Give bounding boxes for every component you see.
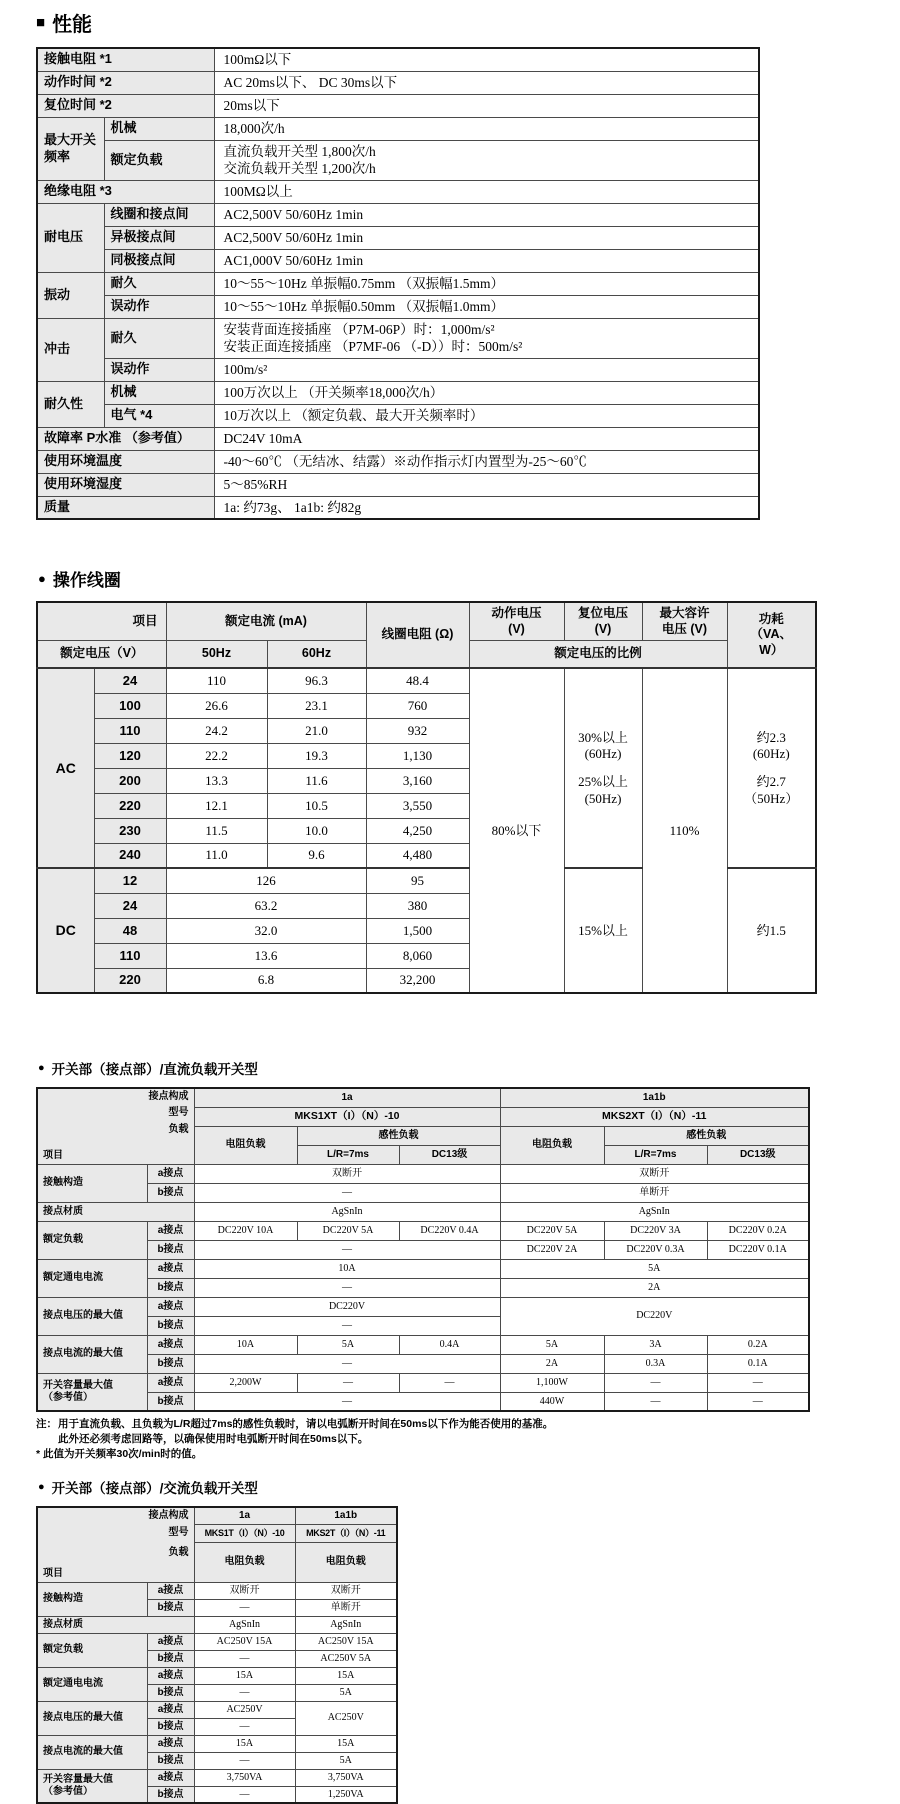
cell-value bbox=[727, 668, 816, 868]
cell-value: 1a: 约73g、 1a1b: 约82g bbox=[214, 496, 759, 519]
label-line: （参考值） bbox=[43, 1786, 93, 1798]
row-sublabel: 耐久 bbox=[104, 272, 214, 295]
group-label-dc: DC bbox=[37, 868, 94, 993]
cell-value: DC220V 0.3A bbox=[604, 1240, 707, 1259]
row-sublabel: a接点 bbox=[147, 1164, 194, 1183]
cell-value: 80%以下 bbox=[469, 668, 564, 993]
cell-value: — bbox=[604, 1392, 707, 1411]
cell-value: DC220V 3A bbox=[604, 1221, 707, 1240]
cell-value: 3,750VA bbox=[295, 1769, 397, 1786]
corner-label: 项目 bbox=[43, 1567, 63, 1579]
header-line: 动作电压 bbox=[491, 605, 542, 620]
cell-value: 15%以上 bbox=[564, 868, 642, 993]
cell-value: DC220V 0.2A bbox=[707, 1221, 809, 1240]
cell-value: 1,500 bbox=[366, 918, 469, 943]
corner-label: 负载 bbox=[168, 1547, 189, 1559]
table-note: * 此值为开关频率30次/min时的值。 bbox=[36, 1447, 203, 1460]
row-sublabel: 异极接点间 bbox=[104, 226, 214, 249]
cell-value: 19.3 bbox=[267, 743, 366, 768]
row-sublabel: a接点 bbox=[147, 1633, 194, 1650]
section-title-text: 性能 bbox=[52, 14, 93, 36]
cell-value: 10A bbox=[194, 1335, 297, 1354]
header-line: 电压 (V) bbox=[661, 621, 708, 636]
row-label: 接触构造 bbox=[37, 1582, 147, 1616]
voltage-cell: 110 bbox=[94, 943, 166, 968]
cell-value: 5～85%RH bbox=[214, 473, 759, 496]
cell-value: — bbox=[194, 1786, 295, 1803]
cell-value: 10.5 bbox=[267, 793, 366, 818]
row-sublabel: a接点 bbox=[147, 1297, 194, 1316]
row-sublabel: b接点 bbox=[147, 1392, 194, 1411]
cell-value: 95 bbox=[366, 868, 469, 893]
col-header bbox=[727, 602, 816, 668]
col-header: 1a1b bbox=[295, 1507, 397, 1524]
cell-value: AC 20ms以下、 DC 30ms以下 bbox=[214, 71, 759, 94]
cell-value: 15A bbox=[194, 1667, 295, 1684]
cell-value: 3A bbox=[604, 1335, 707, 1354]
cell-value: 15A bbox=[295, 1735, 397, 1752]
voltage-cell: 220 bbox=[94, 968, 166, 993]
cell-value: 2A bbox=[500, 1354, 604, 1373]
value-line: 25%以上 bbox=[578, 774, 628, 790]
row-sublabel: 线圈和接点间 bbox=[104, 203, 214, 226]
col-header: 电阻负载 bbox=[295, 1542, 397, 1582]
row-sublabel: 同极接点间 bbox=[104, 249, 214, 272]
value-line: 安装正面连接插座 （P7MF-06 （-D））时：500m/s² bbox=[223, 339, 523, 355]
voltage-cell: 24 bbox=[94, 668, 166, 693]
cell-value: 2,200W bbox=[194, 1373, 297, 1392]
cell-value: 100万次以上 （开关频率18,000次/h） bbox=[214, 381, 759, 404]
row-label: 质量 bbox=[37, 496, 214, 519]
cell-value: 21.0 bbox=[267, 718, 366, 743]
section-title-text: 操作线圈 bbox=[52, 571, 121, 591]
voltage-cell: 48 bbox=[94, 918, 166, 943]
voltage-cell: 12 bbox=[94, 868, 166, 893]
row-sublabel: b接点 bbox=[147, 1316, 194, 1335]
row-sublabel: b接点 bbox=[147, 1599, 194, 1616]
cell-value: 5A bbox=[297, 1335, 399, 1354]
row-sublabel: b接点 bbox=[147, 1650, 194, 1667]
row-sublabel: 机械 bbox=[104, 117, 214, 140]
row-sublabel: 耐久 bbox=[104, 318, 214, 358]
cell-value: 96.3 bbox=[267, 668, 366, 693]
cell-value: -40～60℃ （无结冰、结露）※动作指示灯内置型为-25～60℃ bbox=[214, 450, 759, 473]
cell-value: 双断开 bbox=[194, 1582, 295, 1599]
col-header: 1a bbox=[194, 1088, 500, 1107]
square-marker-icon: ■ bbox=[36, 14, 46, 31]
corner-label: 项目 bbox=[43, 1149, 63, 1161]
row-sublabel: a接点 bbox=[147, 1735, 194, 1752]
corner-label: 型号 bbox=[168, 1527, 189, 1539]
cell-value: 1,130 bbox=[366, 743, 469, 768]
cell-value: AC1,000V 50/60Hz 1min bbox=[214, 249, 759, 272]
cell-value: — bbox=[604, 1373, 707, 1392]
header-line: （VA、 bbox=[750, 627, 792, 642]
cell-value: 3,550 bbox=[366, 793, 469, 818]
cell-value: — bbox=[194, 1392, 500, 1411]
row-sublabel: b接点 bbox=[147, 1718, 194, 1735]
cell-value: 32,200 bbox=[366, 968, 469, 993]
corner-cell bbox=[37, 1507, 194, 1582]
cell-value: — bbox=[194, 1240, 500, 1259]
row-sublabel: 误动作 bbox=[104, 358, 214, 381]
cell-value: 8,060 bbox=[366, 943, 469, 968]
cell-value: 10A bbox=[194, 1259, 500, 1278]
cell-value: 约1.5 bbox=[727, 868, 816, 993]
row-label: 使用环境温度 bbox=[37, 450, 214, 473]
cell-value: 48.4 bbox=[366, 668, 469, 693]
cell-value: AgSnIn bbox=[295, 1616, 397, 1633]
cell-value: 双断开 bbox=[194, 1164, 500, 1183]
col-header: 1a bbox=[194, 1507, 295, 1524]
row-label: 故障率 P水准 （参考值） bbox=[37, 427, 214, 450]
value-line: 直流负载开关型 1,800次/h bbox=[223, 143, 376, 159]
section-title-ac-switch bbox=[38, 1477, 900, 1497]
cell-value: 126 bbox=[166, 868, 366, 893]
cell-value bbox=[564, 668, 642, 868]
cell-value: 0.4A bbox=[399, 1335, 500, 1354]
section-title-text: 开关部（接点部）/交流负载开关型 bbox=[51, 1481, 258, 1497]
header-line: (V) bbox=[508, 621, 525, 636]
cell-value: 3,160 bbox=[366, 768, 469, 793]
row-sublabel: b接点 bbox=[147, 1183, 194, 1202]
row-label: 接点材质 bbox=[37, 1616, 194, 1633]
col-header bbox=[564, 602, 642, 640]
row-sublabel: b接点 bbox=[147, 1354, 194, 1373]
row-sublabel: b接点 bbox=[147, 1240, 194, 1259]
cell-value: 11.6 bbox=[267, 768, 366, 793]
row-sublabel: 误动作 bbox=[104, 295, 214, 318]
row-sublabel: b接点 bbox=[147, 1752, 194, 1769]
cell-value: 0.2A bbox=[707, 1335, 809, 1354]
cell-value: 1,250VA bbox=[295, 1786, 397, 1803]
label-line: 开关容量最大值 bbox=[43, 1774, 113, 1786]
cell-value: AC2,500V 50/60Hz 1min bbox=[214, 226, 759, 249]
col-header: 电阻负载 bbox=[194, 1126, 297, 1164]
coil-table bbox=[36, 601, 817, 994]
cell-value: 3,750VA bbox=[194, 1769, 295, 1786]
row-label: 绝缘电阻 *3 bbox=[37, 180, 214, 203]
voltage-cell: 110 bbox=[94, 718, 166, 743]
cell-value: 0.1A bbox=[707, 1354, 809, 1373]
performance-table bbox=[36, 47, 760, 520]
row-label: 接点电流的最大值 bbox=[37, 1335, 147, 1373]
cell-value: 18,000次/h bbox=[214, 117, 759, 140]
col-header: 额定电流 (mA) bbox=[166, 602, 366, 640]
model-number: MKS1XT（I）（N）-10 bbox=[194, 1107, 500, 1126]
group-label: 最大开关频率 bbox=[37, 117, 104, 180]
value-line: (60Hz) bbox=[752, 746, 790, 762]
group-label: 耐电压 bbox=[37, 203, 104, 272]
row-label: 接点电压的最大值 bbox=[37, 1701, 147, 1735]
cell-value: AC250V 15A bbox=[194, 1633, 295, 1650]
label-line: （参考值） bbox=[43, 1392, 93, 1404]
col-header: 线圈电阻 (Ω) bbox=[366, 602, 469, 668]
cell-value: — bbox=[194, 1650, 295, 1667]
row-sublabel: a接点 bbox=[147, 1667, 194, 1684]
cell-value: — bbox=[399, 1373, 500, 1392]
row-label: 额定通电电流 bbox=[37, 1259, 147, 1297]
cell-value: 12.1 bbox=[166, 793, 267, 818]
voltage-cell: 100 bbox=[94, 693, 166, 718]
row-sublabel: b接点 bbox=[147, 1684, 194, 1701]
cell-value: AC250V 5A bbox=[295, 1650, 397, 1667]
cell-value: 5A bbox=[295, 1752, 397, 1769]
row-sublabel: b接点 bbox=[147, 1278, 194, 1297]
voltage-cell: 220 bbox=[94, 793, 166, 818]
cell-value: DC220V 5A bbox=[500, 1221, 604, 1240]
header-line: (V) bbox=[594, 621, 612, 636]
cell-value: 4,250 bbox=[366, 818, 469, 843]
note-text: 用于直流负载、且负载为L/R超过7ms的感性负载时，请以电弧断开时间在50ms以下作为能否使用的基准。 bbox=[58, 1418, 554, 1431]
cell-value: 2A bbox=[500, 1278, 809, 1297]
row-label: 动作时间 *2 bbox=[37, 71, 214, 94]
cell-value: — bbox=[194, 1354, 500, 1373]
cell-value: 1,100W bbox=[500, 1373, 604, 1392]
row-label: 接点电压的最大值 bbox=[37, 1297, 147, 1335]
value-line: 30%以上 bbox=[578, 729, 628, 745]
corner-label: 接点构成 bbox=[148, 1091, 189, 1103]
row-sublabel: a接点 bbox=[147, 1582, 194, 1599]
corner-cell bbox=[37, 1088, 194, 1164]
table-note: 此外还必须考虑回路等，以确保使用时电弧断开时间在50ms以下。 bbox=[58, 1432, 369, 1445]
header-line: 复位电压 bbox=[577, 605, 628, 620]
row-sublabel: a接点 bbox=[147, 1769, 194, 1786]
col-header: L/R=7ms bbox=[297, 1145, 399, 1164]
corner-label: 负载 bbox=[168, 1124, 189, 1136]
cell-value: 5A bbox=[295, 1684, 397, 1701]
cell-value: 760 bbox=[366, 693, 469, 718]
cell-value: 110 bbox=[166, 668, 267, 693]
cell-value: 20ms以下 bbox=[214, 94, 759, 117]
cell-value: 15A bbox=[295, 1667, 397, 1684]
header-line: 最大容许 bbox=[659, 605, 710, 620]
cell-value: 100mΩ以下 bbox=[214, 48, 759, 71]
cell-value: DC24V 10mA bbox=[214, 427, 759, 450]
cell-value: AC2,500V 50/60Hz 1min bbox=[214, 203, 759, 226]
cell-value: AgSnIn bbox=[194, 1616, 295, 1633]
row-label: 接触构造 bbox=[37, 1164, 147, 1202]
col-header: 电阻负载 bbox=[500, 1126, 604, 1164]
cell-value: AC250V 15A bbox=[295, 1633, 397, 1650]
cell-value: — bbox=[297, 1373, 399, 1392]
model-number: MKS2T（I）（N）-11 bbox=[295, 1524, 397, 1542]
row-label bbox=[37, 1769, 147, 1803]
table-note bbox=[36, 1417, 716, 1432]
row-label: 额定负载 bbox=[37, 1221, 147, 1259]
voltage-cell: 240 bbox=[94, 843, 166, 868]
value-line: 约2.3 bbox=[756, 729, 786, 745]
cell-value: 13.3 bbox=[166, 768, 267, 793]
group-label: 耐久性 bbox=[37, 381, 104, 427]
cell-value: 10万次以上 （额定负载、最大开关频率时） bbox=[214, 404, 759, 427]
cell-value: 0.3A bbox=[604, 1354, 707, 1373]
circle-marker-icon: ● bbox=[38, 1061, 45, 1074]
row-label: 额定负载 bbox=[37, 1633, 147, 1667]
cell-value: AgSnIn bbox=[194, 1202, 500, 1221]
section-title-dc-switch bbox=[38, 1058, 900, 1078]
cell-value: DC220V bbox=[194, 1297, 500, 1316]
group-label: 振动 bbox=[37, 272, 104, 318]
col-header bbox=[469, 602, 564, 640]
cell-value: 15A bbox=[194, 1735, 295, 1752]
voltage-cell: 200 bbox=[94, 768, 166, 793]
cell-value: 13.6 bbox=[166, 943, 366, 968]
cell-value: 100MΩ以上 bbox=[214, 180, 759, 203]
col-header: DC13级 bbox=[707, 1145, 809, 1164]
row-sublabel: 额定负载 bbox=[104, 140, 214, 180]
cell-value: 22.2 bbox=[166, 743, 267, 768]
cell-value: — bbox=[194, 1684, 295, 1701]
cell-value: — bbox=[707, 1392, 809, 1411]
note-label: 注： bbox=[36, 1418, 57, 1431]
cell-value: 26.6 bbox=[166, 693, 267, 718]
cell-value: 10～55～10Hz 单振幅0.50mm （双振幅1.0mm） bbox=[214, 295, 759, 318]
group-label: 冲击 bbox=[37, 318, 104, 381]
cell-value: 932 bbox=[366, 718, 469, 743]
cell-value: 单断开 bbox=[500, 1183, 809, 1202]
voltage-cell: 120 bbox=[94, 743, 166, 768]
cell-value: 32.0 bbox=[166, 918, 366, 943]
cell-value: 380 bbox=[366, 893, 469, 918]
section-title-performance bbox=[36, 8, 900, 37]
cell-value: 9.6 bbox=[267, 843, 366, 868]
row-label: 接触电阻 *1 bbox=[37, 48, 214, 71]
cell-value: — bbox=[194, 1278, 500, 1297]
header-line: 功耗 bbox=[758, 611, 784, 626]
cell-value: AC250V bbox=[194, 1701, 295, 1718]
label-line: 开关容量最大值 bbox=[43, 1380, 113, 1392]
row-sublabel: b接点 bbox=[147, 1786, 194, 1803]
cell-value: 10.0 bbox=[267, 818, 366, 843]
model-number: MKS1T（I）（N）-10 bbox=[194, 1524, 295, 1542]
cell-value: 双断开 bbox=[295, 1582, 397, 1599]
cell-value: DC220V 2A bbox=[500, 1240, 604, 1259]
col-header: 额定电压的比例 bbox=[469, 640, 727, 668]
cell-value: — bbox=[194, 1599, 295, 1616]
row-sublabel: a接点 bbox=[147, 1373, 194, 1392]
row-label: 接点电流的最大值 bbox=[37, 1735, 147, 1769]
corner-label: 型号 bbox=[168, 1107, 189, 1119]
row-sublabel: 电气 *4 bbox=[104, 404, 214, 427]
cell-value: DC220V bbox=[500, 1297, 809, 1335]
col-header: L/R=7ms bbox=[604, 1145, 707, 1164]
row-sublabel: a接点 bbox=[147, 1701, 194, 1718]
circle-marker-icon: ● bbox=[38, 1480, 45, 1493]
section-title-text: 开关部（接点部）/直流负载开关型 bbox=[51, 1062, 258, 1078]
cell-value: 5A bbox=[500, 1335, 604, 1354]
row-label: 额定通电电流 bbox=[37, 1667, 147, 1701]
cell-value: 24.2 bbox=[166, 718, 267, 743]
header-line: W） bbox=[759, 643, 784, 658]
group-label-ac: AC bbox=[37, 668, 94, 868]
cell-value: 10～55～10Hz 单振幅0.75mm （双振幅1.5mm） bbox=[214, 272, 759, 295]
col-header: 60Hz bbox=[267, 640, 366, 668]
row-label: 使用环境湿度 bbox=[37, 473, 214, 496]
row-label: 接点材质 bbox=[37, 1202, 194, 1221]
cell-value: 11.5 bbox=[166, 818, 267, 843]
cell-value: — bbox=[194, 1718, 295, 1735]
cell-value: — bbox=[194, 1183, 500, 1202]
cell-value: 单断开 bbox=[295, 1599, 397, 1616]
cell-value: — bbox=[194, 1752, 295, 1769]
row-sublabel: a接点 bbox=[147, 1221, 194, 1240]
voltage-cell: 230 bbox=[94, 818, 166, 843]
col-header: 50Hz bbox=[166, 640, 267, 668]
cell-value: DC220V 5A bbox=[297, 1221, 399, 1240]
cell-value: DC220V 0.4A bbox=[399, 1221, 500, 1240]
circle-marker-icon: ● bbox=[38, 571, 46, 587]
cell-value: DC220V 0.1A bbox=[707, 1240, 809, 1259]
section-title-coil bbox=[38, 566, 900, 591]
cell-value: 100m/s² bbox=[214, 358, 759, 381]
col-header bbox=[642, 602, 727, 640]
col-header: 感性负载 bbox=[604, 1126, 809, 1145]
cell-value: 双断开 bbox=[500, 1164, 809, 1183]
table-notes bbox=[36, 1417, 716, 1461]
cell-value: — bbox=[707, 1373, 809, 1392]
cell-value bbox=[214, 318, 759, 358]
row-sublabel: 机械 bbox=[104, 381, 214, 404]
corner-label: 接点构成 bbox=[148, 1510, 189, 1522]
cell-value bbox=[214, 140, 759, 180]
value-line: (60Hz) bbox=[584, 746, 622, 762]
cell-value: AgSnIn bbox=[500, 1202, 809, 1221]
model-number: MKS2XT（I）（N）-11 bbox=[500, 1107, 809, 1126]
row-label bbox=[37, 1373, 147, 1411]
col-header: 电阻负载 bbox=[194, 1542, 295, 1582]
cell-value: 23.1 bbox=[267, 693, 366, 718]
cell-value: AC250V bbox=[295, 1701, 397, 1735]
cell-value: DC220V 10A bbox=[194, 1221, 297, 1240]
row-label: 复位时间 *2 bbox=[37, 94, 214, 117]
cell-value: 5A bbox=[500, 1259, 809, 1278]
col-header: 感性负载 bbox=[297, 1126, 500, 1145]
col-header: 项目 bbox=[37, 602, 166, 640]
voltage-cell: 24 bbox=[94, 893, 166, 918]
col-header: 1a1b bbox=[500, 1088, 809, 1107]
col-header: 额定电压（V） bbox=[37, 640, 166, 668]
value-line: 安装背面连接插座 （P7M-06P）时：1,000m/s² bbox=[223, 321, 495, 337]
value-line: （50Hz） bbox=[744, 790, 799, 806]
row-sublabel: a接点 bbox=[147, 1335, 194, 1354]
cell-value: 440W bbox=[500, 1392, 604, 1411]
cell-value: 110% bbox=[642, 668, 727, 993]
cell-value: — bbox=[194, 1316, 500, 1335]
col-header: DC13级 bbox=[399, 1145, 500, 1164]
cell-value: 63.2 bbox=[166, 893, 366, 918]
cell-value: 6.8 bbox=[166, 968, 366, 993]
row-sublabel: a接点 bbox=[147, 1259, 194, 1278]
value-line: (50Hz) bbox=[584, 790, 622, 806]
value-line: 约2.7 bbox=[756, 774, 786, 790]
cell-value: 11.0 bbox=[166, 843, 267, 868]
value-line: 交流负载开关型 1,200次/h bbox=[223, 161, 376, 177]
dc-load-table bbox=[36, 1087, 810, 1412]
cell-value: 4,480 bbox=[366, 843, 469, 868]
ac-load-table bbox=[36, 1506, 398, 1804]
